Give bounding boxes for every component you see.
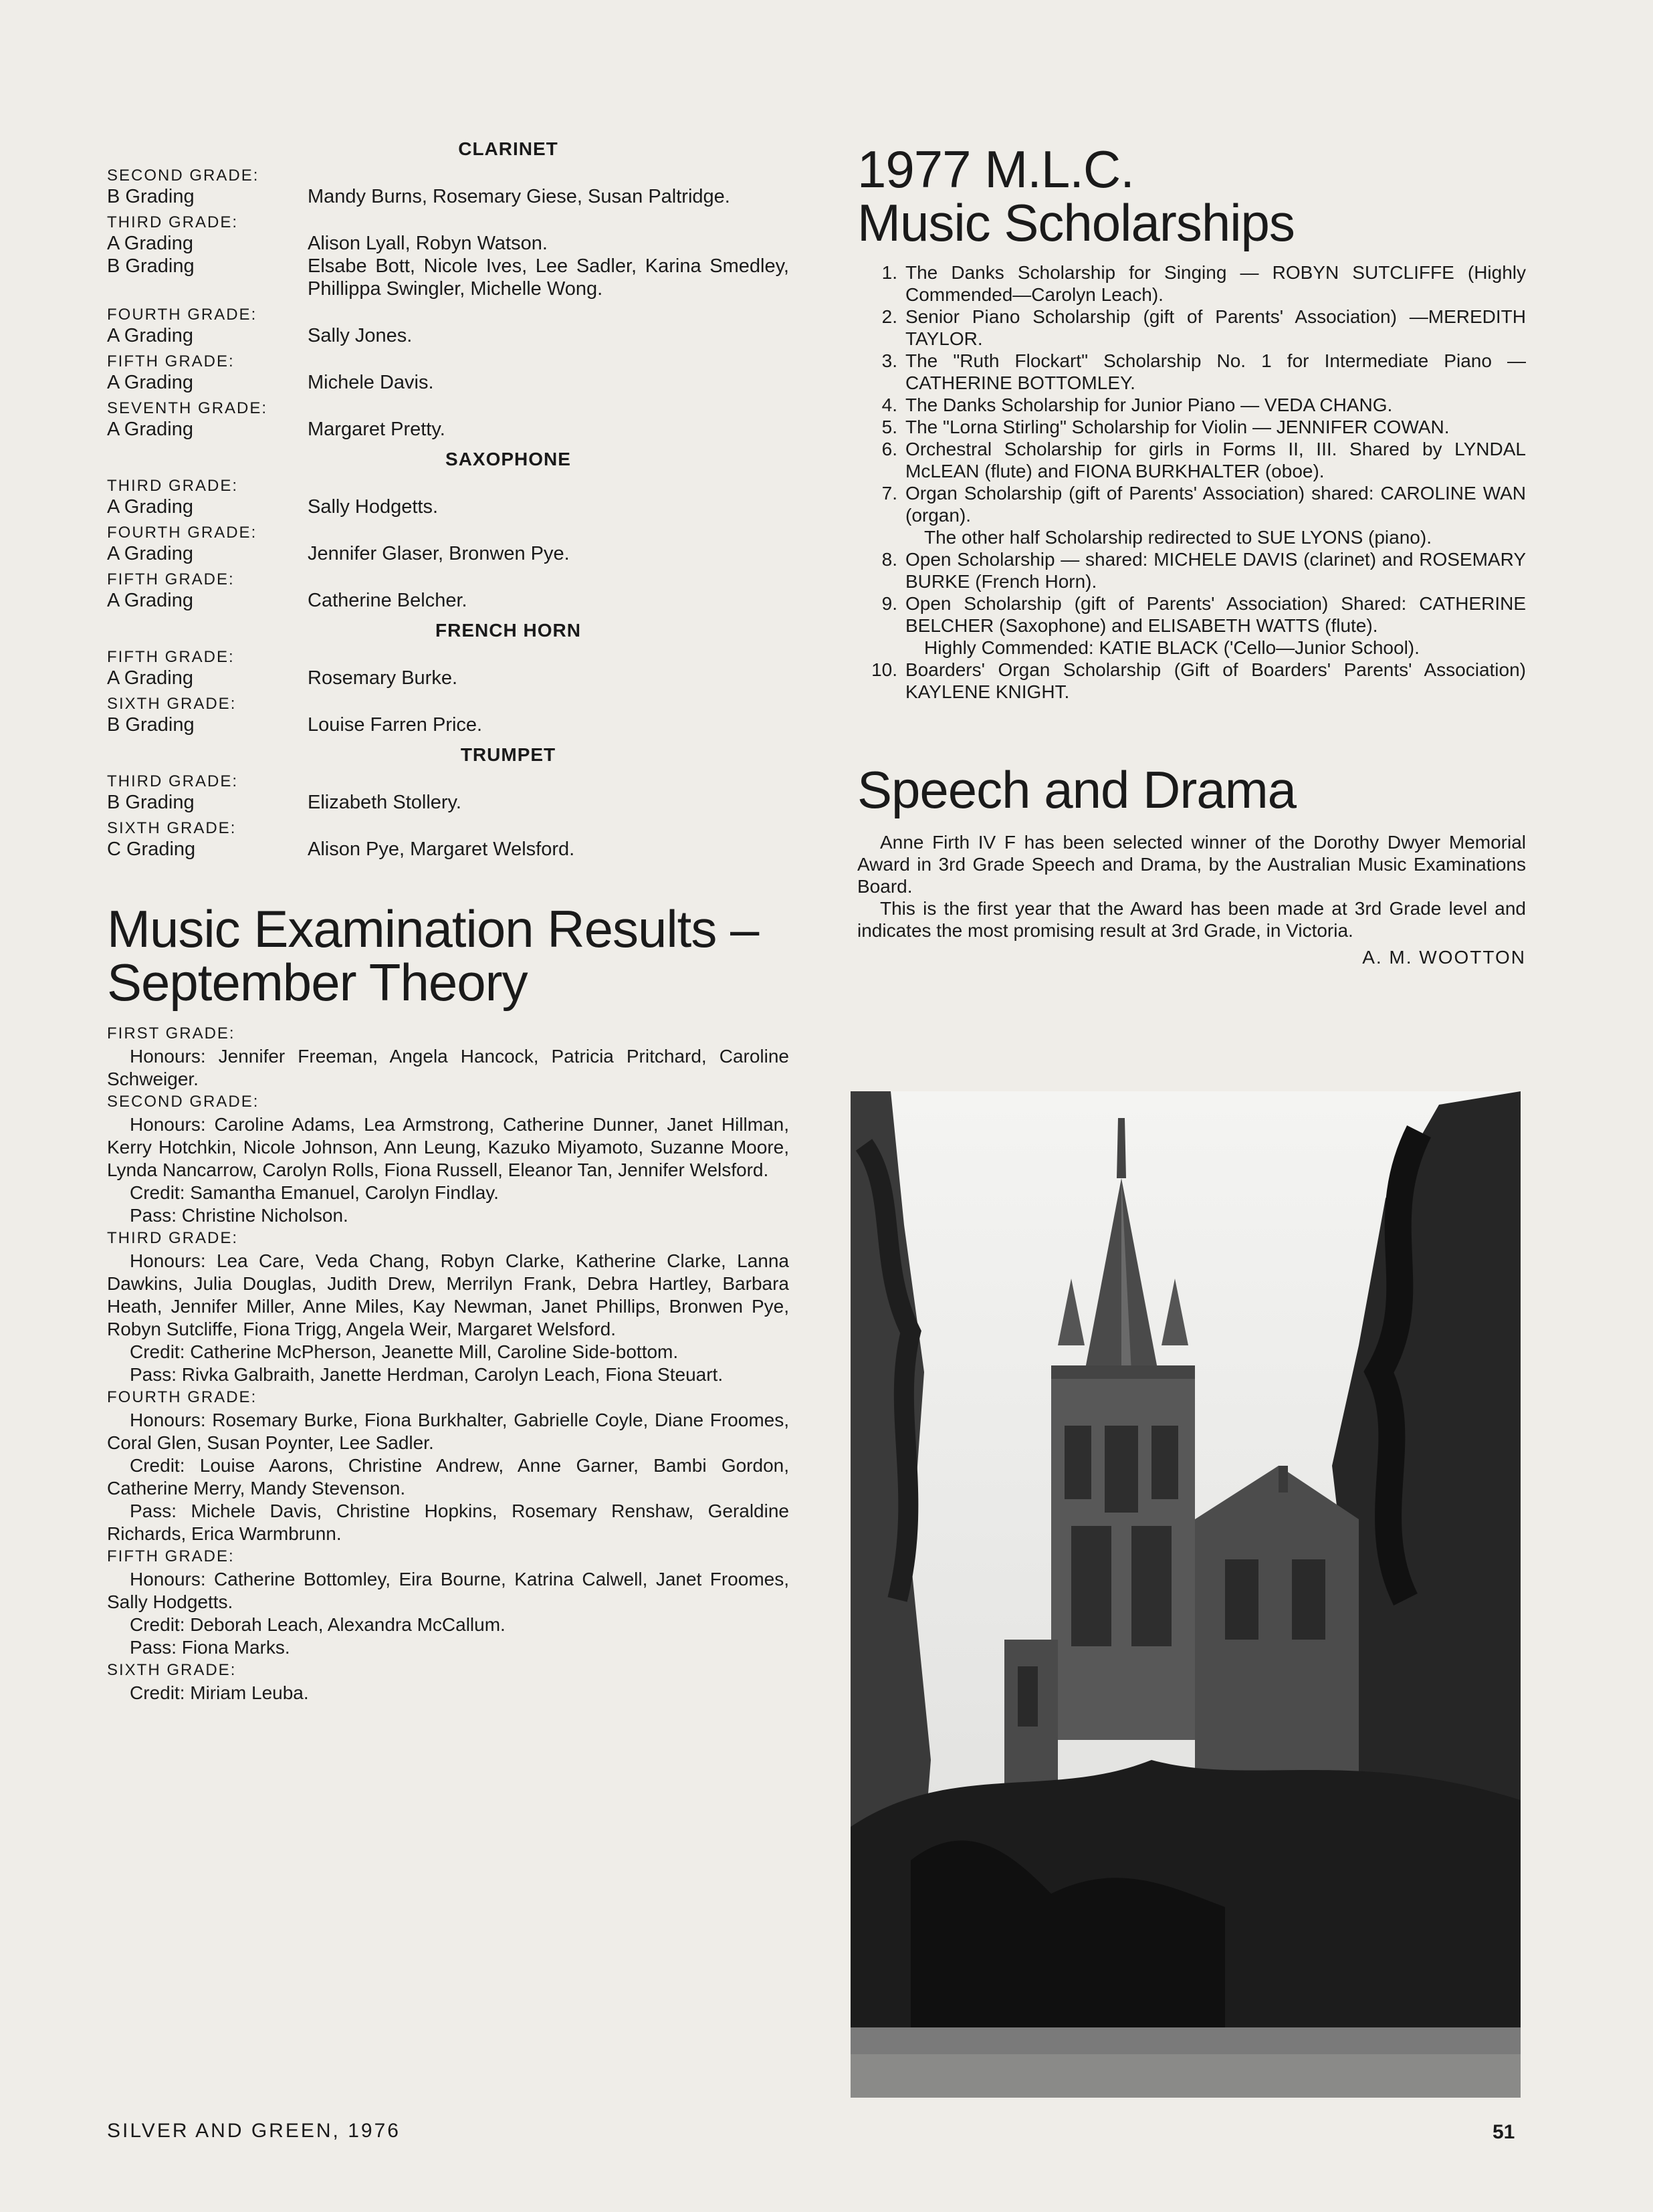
grading-row xyxy=(107,667,789,689)
grade-block xyxy=(107,477,789,518)
footer-page-number: 51 xyxy=(1493,2121,1515,2143)
clock-tower-photo-illustration xyxy=(851,1091,1521,2098)
scholarship-item xyxy=(857,659,1526,703)
clarinet-section xyxy=(107,138,789,441)
grade-block xyxy=(107,648,789,689)
grade-block xyxy=(107,213,789,300)
grading-level: C Grading xyxy=(107,839,196,860)
scholarship-text: The Danks Scholarship for Singing — ROBYN SUTCLIFFE (Highly Commended—Carolyn Leach). xyxy=(905,262,1526,305)
theory-result-line: Pass: Michele Davis, Christine Hopkins, Rosemary Renshaw, Geraldine Richards, Erica Warmbrunn. xyxy=(107,1501,789,1544)
grading-names: Elsabe Bott, Nicole Ives, Lee Sadler, Karina Smedley, Phillippa Swingler, Michelle Wong. xyxy=(308,255,789,300)
grading-level: A Grading xyxy=(107,233,193,254)
right-column xyxy=(857,130,1526,968)
grade-label: SECOND GRADE: xyxy=(107,167,259,185)
theory-section xyxy=(107,899,789,1704)
grade-label: THIRD GRADE: xyxy=(107,772,239,790)
speech-paragraph-2: This is the first year that the Award has been made at 3rd Grade level and indicates the most promising result at 3rd Grade, in Victoria. xyxy=(857,898,1526,941)
theory-results-list xyxy=(107,1022,789,1704)
scholarship-number: 10. xyxy=(871,659,897,680)
scholarship-number: 9. xyxy=(881,593,897,614)
scholarship-number: 8. xyxy=(881,549,897,570)
theory-result-line: Credit: Catherine McPherson, Jeanette Mill, Caroline Side-bottom. xyxy=(130,1341,679,1362)
grade-block xyxy=(107,772,789,814)
scholarship-text: The "Lorna Stirling" Scholarship for Violin — JENNIFER COWAN. xyxy=(905,417,1450,437)
scholarship-note: The other half Scholarship redirected to SUE LYONS (piano). xyxy=(924,527,1432,548)
scholarship-item xyxy=(857,592,1526,637)
scholarship-item xyxy=(857,548,1526,592)
scholarship-text: Boarders' Organ Scholarship (Gift of Boarders' Parents' Association) KAYLENE KNIGHT. xyxy=(905,659,1526,702)
grading-names: Margaret Pretty. xyxy=(308,419,445,440)
grade-block xyxy=(107,570,789,612)
theory-result-line: Honours: Catherine Bottomley, Eira Bourne, Katrina Calwell, Janet Froomes, Sally Hodgetts. xyxy=(107,1569,789,1612)
grading-row xyxy=(107,418,789,441)
scholarship-text: The "Ruth Flockart" Scholarship No. 1 for Intermediate Piano —CATHERINE BOTTOMLEY. xyxy=(905,350,1526,393)
trumpet-section xyxy=(107,744,789,861)
grading-names: Elizabeth Stollery. xyxy=(308,792,461,813)
scholarship-item xyxy=(857,306,1526,350)
theory-result-line: Credit: Miriam Leuba. xyxy=(130,1682,309,1703)
scholarships-title-line1: 1977 M.L.C. xyxy=(857,140,1134,199)
scholarship-number: 4. xyxy=(881,395,897,415)
grading-level: A Grading xyxy=(107,667,193,689)
scholarship-number: 3. xyxy=(881,350,897,371)
grade-block xyxy=(107,306,789,347)
grading-names: Catherine Belcher. xyxy=(308,590,467,611)
scholarship-item xyxy=(857,438,1526,482)
grading-row xyxy=(107,713,789,736)
instrument-heading: TRUMPET xyxy=(460,744,556,765)
grade-label: FIFTH GRADE: xyxy=(107,648,235,666)
theory-result-line: Pass: Christine Nicholson. xyxy=(130,1205,348,1226)
grading-level: B Grading xyxy=(107,714,195,736)
scholarships-list xyxy=(857,261,1526,703)
grading-level: A Grading xyxy=(107,325,193,346)
theory-result-line: Honours: Jennifer Freeman, Angela Hancock, Patricia Pritchard, Caroline Schweiger. xyxy=(107,1046,789,1089)
grading-row xyxy=(107,324,789,347)
grade-block xyxy=(107,399,789,441)
theory-result-line: Credit: Deborah Leach, Alexandra McCallum. xyxy=(130,1614,506,1635)
scholarship-number: 2. xyxy=(881,306,897,327)
theory-grade-label: FIRST GRADE: xyxy=(107,1024,235,1042)
speech-paragraph-1: Anne Firth IV F has been selected winner of the Dorothy Dwyer Memorial Award in 3rd Grade Speech and Drama, by the Australian Music Examinations Board. xyxy=(857,832,1526,897)
scholarship-item xyxy=(857,482,1526,526)
scholarship-item xyxy=(857,416,1526,438)
grade-label: THIRD GRADE: xyxy=(107,477,239,495)
grading-level: B Grading xyxy=(107,186,195,207)
french-horn-section xyxy=(107,620,789,736)
scholarship-number: 6. xyxy=(881,439,897,459)
left-column xyxy=(107,130,789,1704)
grade-block xyxy=(107,524,789,565)
grading-level: A Grading xyxy=(107,543,193,564)
scholarship-item xyxy=(857,261,1526,306)
theory-result-line: Credit: Louise Aarons, Christine Andrew, Anne Garner, Bambi Gordon, Catherine Merry, Mandy Stevenson. xyxy=(107,1455,789,1499)
grade-block xyxy=(107,695,789,736)
grade-label: FIFTH GRADE: xyxy=(107,570,235,588)
theory-title-line1: Music Examination Results – xyxy=(107,899,759,958)
theory-grade-label: SECOND GRADE: xyxy=(107,1093,259,1111)
theory-result-line: Credit: Samantha Emanuel, Carolyn Findlay. xyxy=(130,1182,499,1203)
signature: A. M. WOOTTON xyxy=(1362,947,1526,968)
theory-result-line: Pass: Rivka Galbraith, Janette Herdman, Carolyn Leach, Fiona Steuart. xyxy=(130,1364,724,1385)
grading-names: Rosemary Burke. xyxy=(308,667,458,689)
theory-grade-label: FOURTH GRADE: xyxy=(107,1388,257,1406)
scholarship-item xyxy=(857,350,1526,394)
grading-row xyxy=(107,589,789,612)
scholarship-item xyxy=(857,394,1526,416)
grading-row xyxy=(107,232,789,255)
grading-names: Jennifer Glaser, Bronwen Pye. xyxy=(308,543,570,564)
grading-names: Louise Farren Price. xyxy=(308,714,483,736)
speech-drama-section xyxy=(857,760,1526,968)
grade-label: THIRD GRADE: xyxy=(107,213,239,231)
grading-level: A Grading xyxy=(107,590,193,611)
grading-row xyxy=(107,838,789,861)
theory-grade-label: THIRD GRADE: xyxy=(107,1229,239,1247)
building-photo xyxy=(851,1091,1521,2098)
grading-row xyxy=(107,371,789,394)
grading-row xyxy=(107,495,789,518)
scholarships-title-line2: Music Scholarships xyxy=(857,193,1295,252)
theory-result-line: Honours: Lea Care, Veda Chang, Robyn Clarke, Katherine Clarke, Lanna Dawkins, Julia Douglas, Judith Drew, Merrilyn Frank, Debra Hartley, Barbara Heath, Jennifer Miller, Anne Miles, Kay Newman, Janet Phillips, Bronwen Pye, Robyn Sutcliffe, Fiona Trigg, Angela Weir, Margaret Welsford. xyxy=(107,1250,789,1339)
saxophone-section xyxy=(107,449,789,612)
grade-label: SEVENTH GRADE: xyxy=(107,399,268,417)
scholarship-number: 7. xyxy=(881,483,897,504)
grading-row xyxy=(107,185,789,208)
theory-result-line: Honours: Caroline Adams, Lea Armstrong, Catherine Dunner, Janet Hillman, Kerry Hotchkin, Nicole Johnson, Ann Leung, Kazuko Miyamoto, Suzanne Moore, Lynda Nancarrow, Carolyn Rolls, Fiona Russell, Eleanor Tan, Jennifer Welsford. xyxy=(107,1114,789,1180)
scholarship-text: Senior Piano Scholarship (gift of Parents' Association) —MEREDITH TAYLOR. xyxy=(905,306,1526,349)
grading-level: A Grading xyxy=(107,372,193,393)
scholarship-text: Organ Scholarship (gift of Parents' Association) shared: CAROLINE WAN (organ). xyxy=(905,483,1526,526)
instrument-heading: FRENCH HORN xyxy=(435,620,581,641)
instrument-heading: SAXOPHONE xyxy=(445,449,571,469)
theory-grade-label: SIXTH GRADE: xyxy=(107,1661,237,1679)
grade-label: SIXTH GRADE: xyxy=(107,695,237,713)
grade-label: FOURTH GRADE: xyxy=(107,524,257,542)
scholarship-text: Open Scholarship — shared: MICHELE DAVIS (clarinet) and ROSEMARY BURKE (French Horn). xyxy=(905,549,1526,592)
grading-level: B Grading xyxy=(107,792,195,813)
grading-names: Sally Hodgetts. xyxy=(308,496,439,518)
instrument-heading: CLARINET xyxy=(458,138,558,159)
scholarship-text: Open Scholarship (gift of Parents' Association) Shared: CATHERINE BELCHER (Saxophone) and ELISABETH WATTS (flute). xyxy=(905,593,1526,636)
scholarship-note: Highly Commended: KATIE BLACK ('Cello—Junior School). xyxy=(924,637,1420,658)
theory-grade-label: FIFTH GRADE: xyxy=(107,1547,235,1565)
grading-names: Alison Lyall, Robyn Watson. xyxy=(308,233,548,254)
grade-block xyxy=(107,167,789,208)
grading-level: A Grading xyxy=(107,419,193,440)
grade-block xyxy=(107,352,789,394)
scholarship-number: 5. xyxy=(881,417,897,437)
grade-block xyxy=(107,819,789,861)
grading-row xyxy=(107,255,789,300)
speech-title: Speech and Drama xyxy=(857,760,1297,819)
grading-names: Mandy Burns, Rosemary Giese, Susan Paltridge. xyxy=(308,186,730,207)
grade-label: FIFTH GRADE: xyxy=(107,352,235,370)
grading-names: Michele Davis. xyxy=(308,372,434,393)
scholarship-text: Orchestral Scholarship for girls in Forms II, III. Shared by LYNDAL McLEAN (flute) and FIONA BURKHALTER (oboe). xyxy=(905,439,1526,481)
grading-row xyxy=(107,542,789,565)
grading-level: B Grading xyxy=(107,255,195,277)
theory-result-line: Honours: Rosemary Burke, Fiona Burkhalter, Gabrielle Coyle, Diane Froomes, Coral Glen, Susan Poynter, Lee Sadler. xyxy=(107,1410,789,1453)
scholarship-number: 1. xyxy=(881,262,897,283)
grading-row xyxy=(107,791,789,814)
grading-level: A Grading xyxy=(107,496,193,518)
grading-names: Sally Jones. xyxy=(308,325,413,346)
theory-result-line: Pass: Fiona Marks. xyxy=(130,1637,290,1658)
scholarship-text: The Danks Scholarship for Junior Piano — VEDA CHANG. xyxy=(905,395,1393,415)
grade-label: FOURTH GRADE: xyxy=(107,306,257,324)
footer-publication: SILVER AND GREEN, 1976 xyxy=(107,2120,401,2142)
grade-label: SIXTH GRADE: xyxy=(107,819,237,837)
grading-names: Alison Pye, Margaret Welsford. xyxy=(308,839,575,860)
theory-title-line2: September Theory xyxy=(107,953,528,1012)
